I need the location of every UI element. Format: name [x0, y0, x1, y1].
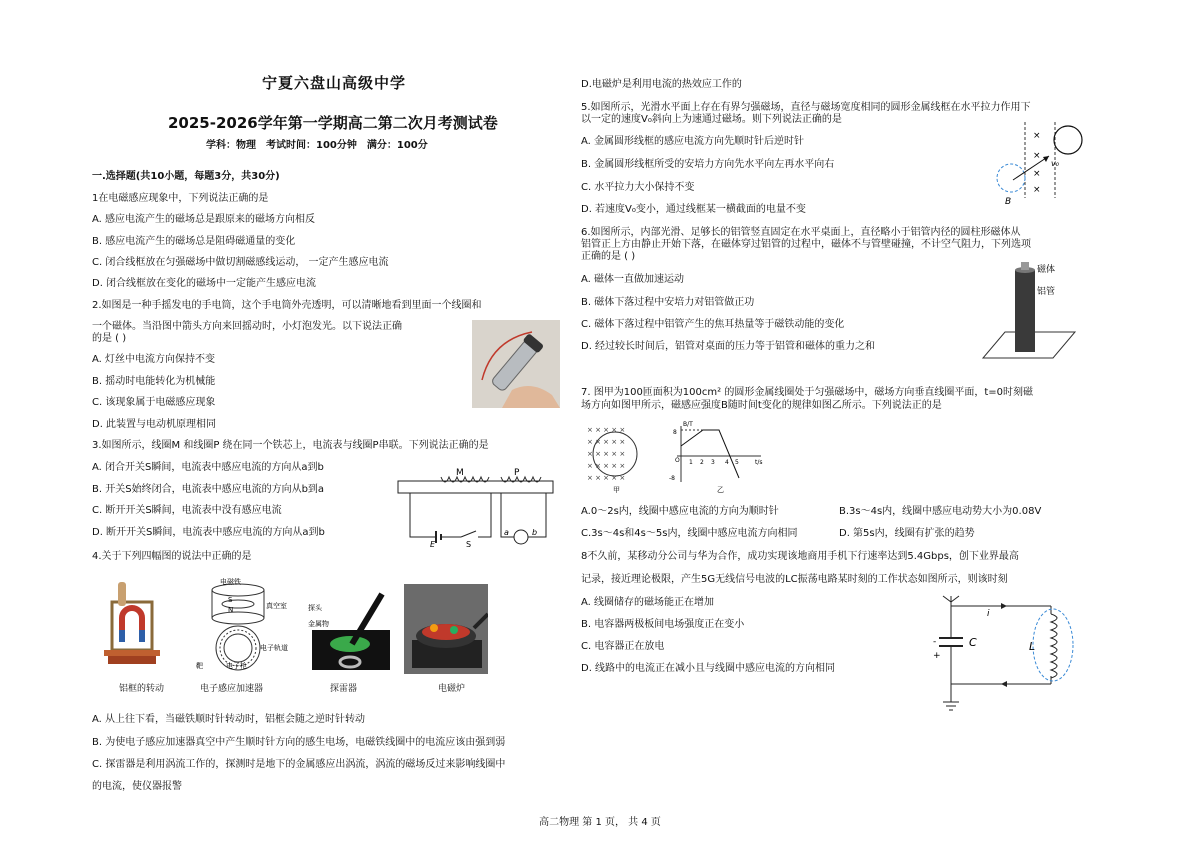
q5-option-c: C. 水平拉力大小保持不变 — [581, 182, 695, 193]
electron-orbit-label: 电子轨道 — [260, 644, 288, 652]
q2-stem-line1: 2.如图是一种手摇发电的手电筒，这个手电筒外壳透明，可以清晰地看到里面一个线圈和 — [92, 300, 482, 311]
coil-and-graph-figure — [585, 420, 771, 496]
q5-stem-line2: 以一定的速度V₀斜向上为速通过磁场。则下列说法正确的是 — [581, 114, 842, 125]
terminal-b-label: b — [532, 528, 538, 537]
terminal-a-label: a — [504, 528, 509, 537]
graph-y-high: 8 — [673, 429, 677, 436]
graph-y-low: -8 — [669, 475, 675, 482]
graph-tick-1: 1 — [689, 459, 693, 466]
q8-option-d: D. 线路中的电流正在减小且与线圈中感应电流的方向相同 — [581, 663, 836, 674]
svg-text:×: × — [1033, 185, 1041, 195]
graph-tick-4: 4 — [725, 459, 729, 466]
q4-option-b: B. 为使电子感应加速器真空中产生顺时针方向的感生电场，电磁铁线圈中的电流应该由强到弱 — [92, 737, 506, 748]
q6-stem-line3: 正确的是 ( ) — [581, 251, 636, 262]
q1-option-d: D. 闭合线框放在变化的磁场中一定能产生感应电流 — [92, 278, 317, 289]
exam-title: 2025-2026学年第一学期高二第二次月考测试卷 — [168, 114, 498, 132]
graph-origin: O — [675, 457, 680, 464]
transformer-circuit-figure — [396, 467, 566, 547]
q3-option-a: A. 闭合开关S瞬间，电流表中感应电流的方向从a到b — [92, 462, 324, 473]
flashlight-photo — [472, 320, 560, 408]
q1-stem: 1在电磁感应现象中，下列说法正确的是 — [92, 193, 269, 204]
caption-mine-detector: 探雷器 — [330, 684, 358, 694]
svg-text:×: × — [1033, 131, 1041, 141]
q3-stem: 3.如图所示，线圈M 和线圈P 绕在同一个铁芯上，电流表与线圈P串联。下列说法正确的是 — [92, 440, 489, 451]
graph-tick-3: 3 — [711, 459, 715, 466]
velocity-label: v₀ — [1051, 159, 1059, 168]
q7-option-c: C.3s～4s和4s～5s内，线圈中感应电流方向相同 — [581, 528, 798, 539]
q2-option-b: B. 摇动时电能转化为机械能 — [92, 376, 216, 387]
svg-text:× × × × ×: × × × × × — [587, 438, 626, 446]
caption-induction-cooker: 电磁炉 — [438, 684, 466, 694]
q6-stem-line1: 6.如图所示，内部光滑、足够长的铝管竖直固定在水平桌面上，直径略小于铝管内径的圆柱形磁体从 — [581, 227, 1021, 238]
battery-label: E — [430, 540, 436, 547]
section-heading: 一.选择题(共10小题，每题3分，共30分) — [92, 171, 280, 182]
q5-option-a: A. 金属圆形线框的感应电流方向先顺时针后逆时针 — [581, 136, 805, 147]
pole-n-label: N — [228, 606, 234, 614]
target-label: 靶 — [196, 662, 203, 670]
q8-option-a: A. 线圈储存的磁场能正在增加 — [581, 597, 715, 608]
q6-option-b: B. 磁体下落过程中安培力对铝管做正功 — [581, 297, 755, 308]
current-i-label: i — [987, 609, 990, 619]
q7-option-a: A.0～2s内，线圈中感应电流的方向为顺时针 — [581, 506, 779, 517]
svg-text:×: × — [1033, 151, 1041, 161]
mine-detector-figure — [308, 584, 392, 674]
q2-option-d: D. 此装置与电动机原理相同 — [92, 419, 217, 430]
svg-text:×: × — [1033, 169, 1041, 179]
q6-stem-line2: 铝管正上方由静止开始下落，在磁体穿过铝管的过程中，磁体不与管壁碰撞，不计空气阻力，下列选项 — [581, 239, 1031, 250]
graph-tick-2: 2 — [700, 459, 704, 466]
q3-option-c: C. 断开开关S瞬间，电流表中没有感应电流 — [92, 505, 282, 516]
lc-circuit-figure — [931, 592, 1081, 716]
graph-tick-5: 5 — [735, 459, 739, 466]
coil-m-label: M — [456, 468, 464, 478]
aluminum-frame-figure — [104, 582, 160, 668]
caption-aluminum-frame: 铝框的转动 — [119, 684, 165, 694]
q4-stem: 4.关于下列四幅图的说法中正确的是 — [92, 551, 252, 562]
q7-option-d: D. 第5s内，线圈有扩张的趋势 — [839, 528, 975, 539]
q6-option-c: C. 磁体下落过程中铝管产生的焦耳热量等于磁铁动能的变化 — [581, 319, 845, 330]
probe-label: 探头 — [308, 604, 322, 612]
q4-option-c-line2: 的电流，使仪器报警 — [92, 781, 182, 792]
q5-option-d: D. 若速度V₀变小，通过线框某一横截面的电量不变 — [581, 204, 806, 215]
aluminum-tube-figure — [977, 262, 1087, 364]
q1-option-b: B. 感应电流产生的磁场总是阻碍磁通量的变化 — [92, 236, 296, 247]
graph-ylabel: B/T — [683, 421, 693, 428]
q2-stem-line3: 的是 ( ) — [92, 333, 127, 344]
page-footer: 高二物理 第 1 页， 共 4 页 — [539, 817, 661, 828]
q8-option-c: C. 电容器正在放电 — [581, 641, 665, 652]
q7-stem-line1: 7. 图甲为100匝面积为100cm² 的圆形金属线圈处于匀强磁场中，磁场方向垂直线圈平面，t=0时刻磁 — [581, 387, 1033, 398]
q4-option-d: D.电磁炉是利用电流的热效应工作的 — [581, 79, 742, 90]
capacitor-minus-sign: - — [933, 637, 937, 647]
q4-option-a: A. 从上往下看，当磁铁顺时针转动时，铝框会随之逆时针转动 — [92, 714, 366, 725]
q5-stem-line1: 5.如图所示，光滑水平面上存在有界匀强磁场，直径与磁场宽度相同的圆形金属线框在水平拉力作用下 — [581, 102, 1031, 113]
figure-jia-label: 甲 — [613, 486, 620, 494]
electron-accelerator-figure — [196, 578, 296, 673]
q8-stem-line2: 记录，接近理论极限，产生5G无线信号电波的LC振荡电路某时刻的工作状态如图所示，则该时刻 — [581, 574, 1008, 585]
svg-text:× × × × ×: × × × × × — [587, 474, 626, 482]
inductor-label: L — [1029, 640, 1036, 653]
school-name: 宁夏六盘山高级中学 — [262, 74, 407, 92]
q5-option-b: B. 金属圆形线框所受的安培力方向先水平向左再水平向右 — [581, 159, 835, 170]
q3-option-d: D. 断开开关S瞬间，电流表中感应电流的方向从a到b — [92, 527, 325, 538]
q3-option-b: B. 开关S始终闭合，电流表中感应电流的方向从b到a — [92, 484, 325, 495]
magnetic-field-loop-figure — [989, 122, 1085, 208]
induction-cooker-photo — [404, 584, 488, 674]
q7-option-b: B.3s～4s内，线圈中感应电动势大小为0.08V — [839, 506, 1042, 517]
svg-text:× × × × ×: × × × × × — [587, 462, 626, 470]
capacitor-label: C — [969, 636, 977, 649]
q8-option-b: B. 电容器两极板间电场强度正在变小 — [581, 619, 745, 630]
q1-option-a: A. 感应电流产生的磁场总是跟原来的磁场方向相反 — [92, 214, 316, 225]
tube-label: 铝管 — [1037, 287, 1056, 297]
electromagnet-label: 电磁铁 — [220, 578, 241, 586]
capacitor-plus-sign: + — [933, 651, 941, 661]
q8-stem-line1: 8不久前，某移动分公司与华为合作，成功实现该地商用手机下行速率达到5.4Gbps，创下业界最高 — [581, 551, 1019, 562]
coil-p-label: P — [514, 468, 520, 478]
svg-text:× × × × ×: × × × × × — [587, 450, 626, 458]
switch-label: S — [466, 540, 472, 547]
q6-option-a: A. 磁体一直做加速运动 — [581, 274, 685, 285]
q7-stem-line2: 场方向如图甲所示，磁感应强度B随时间t变化的规律如图乙所示。下列说法正的是 — [581, 400, 942, 411]
metal-object-label: 金属物 — [308, 620, 329, 628]
graph-xlabel: t/s — [755, 459, 763, 466]
q4-option-c-line1: C. 探雷器是利用涡流工作的，探测时是地下的金属感应出涡流，涡流的磁场反过来影响线圈中 — [92, 759, 506, 770]
figure-yi-label: 乙 — [717, 486, 724, 494]
electron-gun-label: 电子枪 — [226, 662, 247, 670]
magnet-label: 磁体 — [1037, 265, 1056, 275]
q2-option-a: A. 灯丝中电流方向保持不变 — [92, 354, 216, 365]
field-b-label: B — [1005, 197, 1012, 207]
svg-text:× × × × ×: × × × × × — [587, 426, 626, 434]
caption-accelerator: 电子感应加速器 — [200, 684, 264, 694]
pole-s-label: S — [228, 596, 233, 604]
q2-stem-line2: 一个磁体。当沿图中箭头方向来回摇动时，小灯泡发光。以下说法正确 — [92, 321, 402, 332]
q2-option-c: C. 该现象属于电磁感应现象 — [92, 397, 216, 408]
exam-meta: 学科：物理 考试时间：100分钟 满分：100分 — [206, 140, 428, 151]
q1-option-c: C. 闭合线框放在匀强磁场中做切割磁感线运动， 一定产生感应电流 — [92, 257, 389, 268]
vacuum-chamber-label: 真空室 — [266, 602, 287, 610]
q6-option-d: D. 经过较长时间后，铝管对桌面的压力等于铝管和磁体的重力之和 — [581, 341, 876, 352]
